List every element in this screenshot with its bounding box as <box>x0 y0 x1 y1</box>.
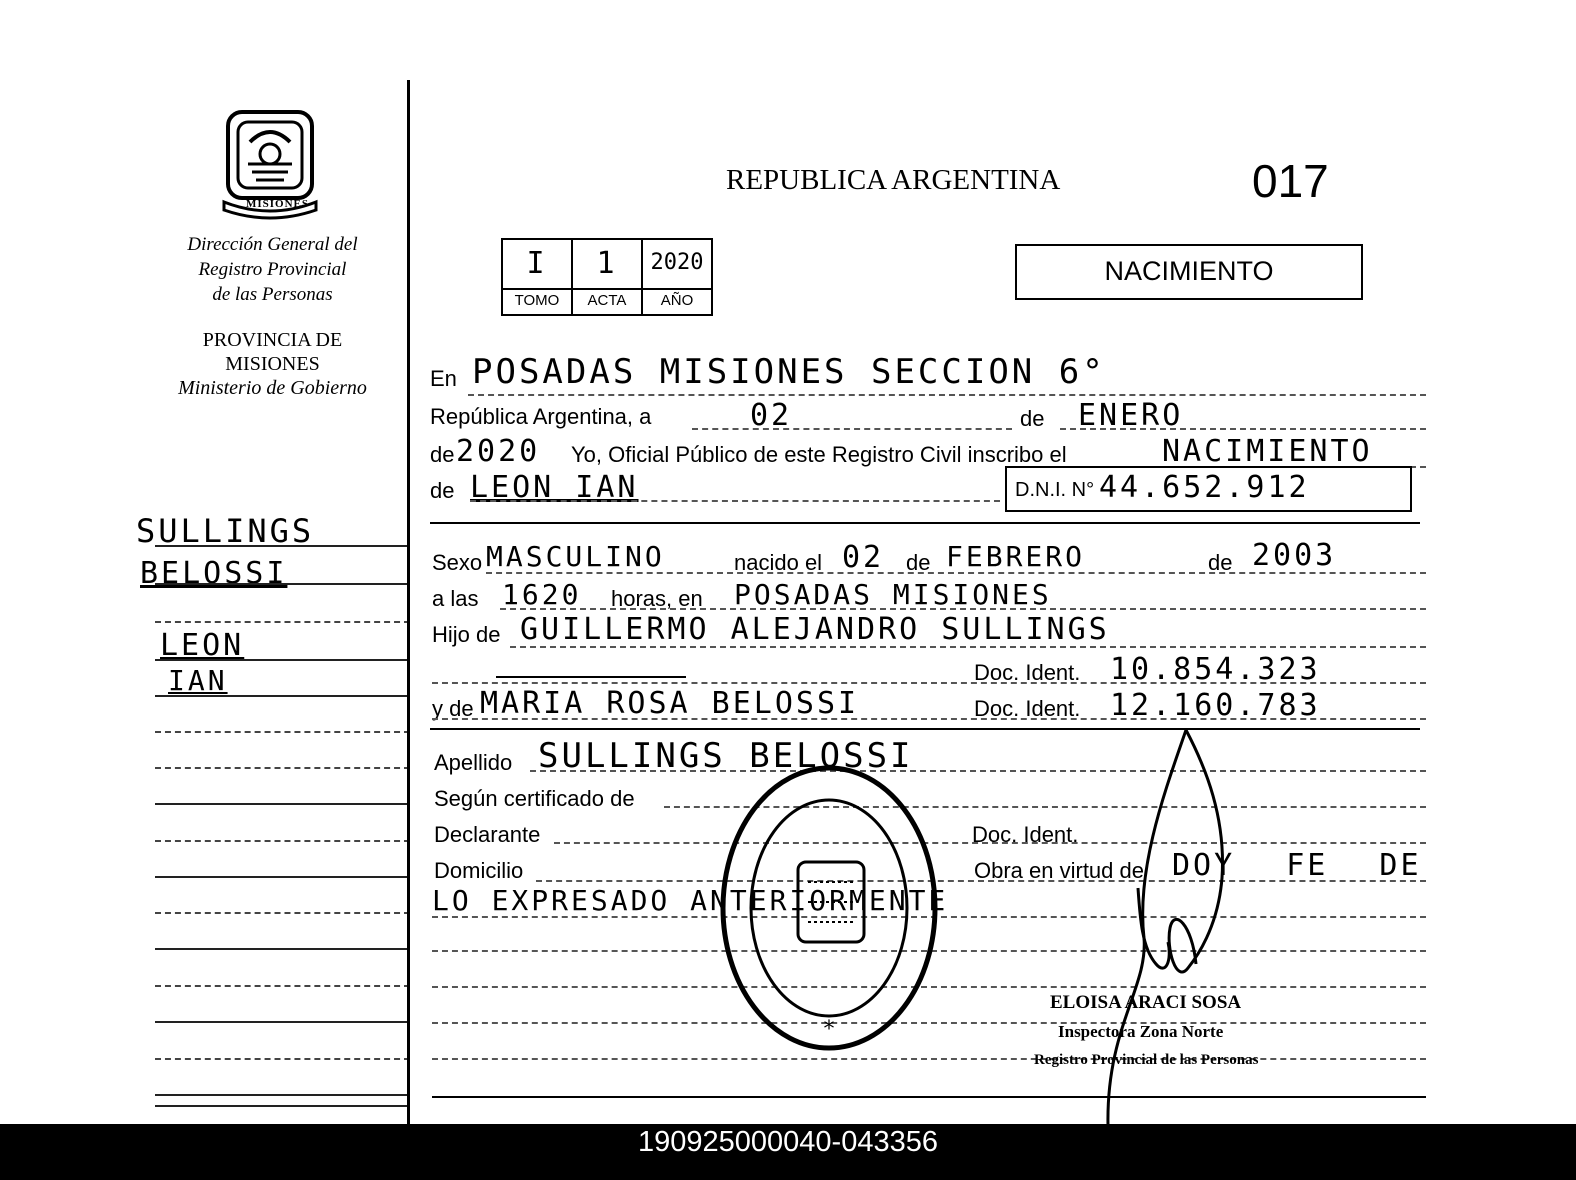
place-field: POSADAS MISIONES SECCION 6° <box>472 352 1106 392</box>
alas-label: a las <box>432 586 479 611</box>
father-name-field: GUILLERMO ALEJANDRO SULLINGS <box>520 612 1110 647</box>
field-rule <box>486 572 1426 574</box>
birth-year-de-label: de <box>1208 550 1233 575</box>
margin-rule <box>155 985 410 987</box>
field-rule <box>470 500 1000 502</box>
en-label: En <box>430 366 457 391</box>
margin-rule <box>155 1105 410 1107</box>
father-doc-field: 10.854.323 <box>1110 652 1321 687</box>
inscribe-field: NACIMIENTO <box>1162 434 1373 469</box>
mother-doc-field: 12.160.783 <box>1110 688 1321 723</box>
obra-field: DOY FE DE <box>1172 848 1422 883</box>
apellido-label: Apellido <box>434 750 513 775</box>
hour-field: 1620 <box>502 578 582 611</box>
province-line-2: MISIONES <box>225 353 320 375</box>
domicilio-label: Domicilio <box>434 858 524 883</box>
apellido-field: SULLINGS BELOSSI <box>538 736 914 776</box>
issuer-line-1: Dirección General del <box>187 234 358 255</box>
birth-month-field: FEBRERO <box>946 540 1086 573</box>
field-rule <box>536 880 1426 882</box>
official-name: ELOISA ARACI SOSA <box>1050 992 1242 1013</box>
field-rule <box>500 608 1426 610</box>
birth-day-field: 02 <box>842 540 885 575</box>
obra-label: Obra en virtud de <box>974 858 1144 883</box>
seal-ribbon-text: MISIONES <box>246 198 310 210</box>
birth-place-field: POSADAS MISIONES <box>734 578 1052 611</box>
margin-rule <box>155 621 410 623</box>
birth-year-field: 2003 <box>1252 538 1337 573</box>
margin-rule <box>155 840 410 842</box>
issuer-line-2: Registro Provincial <box>198 259 347 280</box>
nacido-label: nacido el <box>734 550 823 575</box>
declarante-label: Declarante <box>434 822 541 847</box>
section-divider <box>430 522 1420 524</box>
ano-label: AÑO <box>660 292 694 309</box>
margin-rule <box>155 1058 410 1060</box>
margin-rule <box>155 803 410 805</box>
margin-rule <box>155 948 410 950</box>
document-barcode-number: 190925000040-043356 <box>638 1126 938 1158</box>
official-round-seal <box>716 762 942 1054</box>
oficial-statement: Yo, Oficial Público de este Registro Civil inscribo el <box>571 442 1067 467</box>
mother-label: y de <box>432 696 474 721</box>
margin-rule <box>155 912 410 914</box>
field-rule <box>468 394 1426 396</box>
margin-rule <box>155 583 410 585</box>
name-field: LEON IAN <box>470 470 639 505</box>
official-organization: Registro Provincial de las Personas <box>1034 1052 1259 1068</box>
obra-field-continued: LO EXPRESADO ANTERIORMENTE <box>432 884 949 917</box>
field-rule <box>432 682 1426 684</box>
father-doc-label: Doc. Ident. <box>974 660 1081 685</box>
margin-rule <box>155 695 410 697</box>
province-block <box>155 328 390 400</box>
republica-label: República Argentina, a <box>430 404 652 429</box>
margin-rule <box>155 731 410 733</box>
country-title: REPUBLICA ARGENTINA <box>726 164 1061 196</box>
margin-note-surname-1: SULLINGS <box>136 512 315 550</box>
margin-note-surname-2: BELOSSI <box>140 556 288 591</box>
section-divider <box>430 728 1420 730</box>
field-rule <box>496 676 686 678</box>
margin-note-name-1: LEON <box>160 628 245 663</box>
margin-rule <box>155 1021 410 1023</box>
field-rule <box>530 770 1426 772</box>
mother-name-field: MARIA ROSA BELOSSI <box>480 686 860 721</box>
record-number: 017 <box>1252 155 1329 207</box>
name-de-label: de <box>430 478 455 503</box>
dni-label: D.N.I. N° <box>1015 479 1095 501</box>
field-rule <box>432 1058 1426 1060</box>
birth-month-de-label: de <box>906 550 931 575</box>
issuer-line-3: de las Personas <box>212 284 333 305</box>
registry-box-divider <box>503 288 711 290</box>
acta-value: 1 <box>596 246 618 281</box>
sexo-field: MASCULINO <box>486 540 665 573</box>
ministry-name: Ministerio de Gobierno <box>178 377 367 399</box>
day-field: 02 <box>750 398 793 433</box>
field-rule <box>1060 428 1426 430</box>
record-type-box <box>1015 244 1363 300</box>
margin-rule <box>155 545 410 547</box>
tomo-label: TOMO <box>514 292 560 309</box>
month-de-label: de <box>1020 406 1045 431</box>
issuer-name <box>160 232 385 307</box>
horas-label: horas, en <box>611 586 703 611</box>
record-type: NACIMIENTO <box>1104 256 1274 286</box>
segun-label: Según certificado de <box>434 786 635 811</box>
declarante-doc-label: Doc. Ident. <box>972 822 1079 847</box>
mother-doc-label: Doc. Ident. <box>974 696 1081 721</box>
year-de-label: de <box>430 442 455 467</box>
coat-of-arms-seal <box>220 102 320 220</box>
ano-value: 2020 <box>650 250 704 275</box>
sexo-label: Sexo <box>432 550 483 575</box>
svg-text:*: * <box>823 1017 835 1042</box>
margin-rule <box>155 876 410 878</box>
field-rule <box>432 1096 1426 1098</box>
official-title: Inspectora Zona Norte <box>1058 1022 1224 1041</box>
round-seal-icon <box>716 762 942 1054</box>
field-rule <box>554 842 1426 844</box>
tomo-value: I <box>526 246 548 281</box>
field-rule <box>692 428 1012 430</box>
dni-field: 44.652.912 <box>1099 470 1310 505</box>
margin-rule <box>155 1094 410 1096</box>
field-rule <box>510 646 1426 648</box>
acta-label: ACTA <box>587 292 627 309</box>
dni-box <box>1005 466 1412 512</box>
hijo-label: Hijo de <box>432 622 501 647</box>
margin-note-name-2: IAN <box>168 664 228 697</box>
year-field: 2020 <box>456 434 541 469</box>
registry-box <box>501 238 713 316</box>
field-rule <box>432 718 1426 720</box>
margin-rule <box>155 659 410 661</box>
footer-bar <box>0 1124 1576 1180</box>
margin-rule <box>155 767 410 769</box>
province-line-1: PROVINCIA DE <box>202 329 343 351</box>
column-divider <box>407 80 410 1125</box>
month-field: ENERO <box>1078 398 1184 433</box>
